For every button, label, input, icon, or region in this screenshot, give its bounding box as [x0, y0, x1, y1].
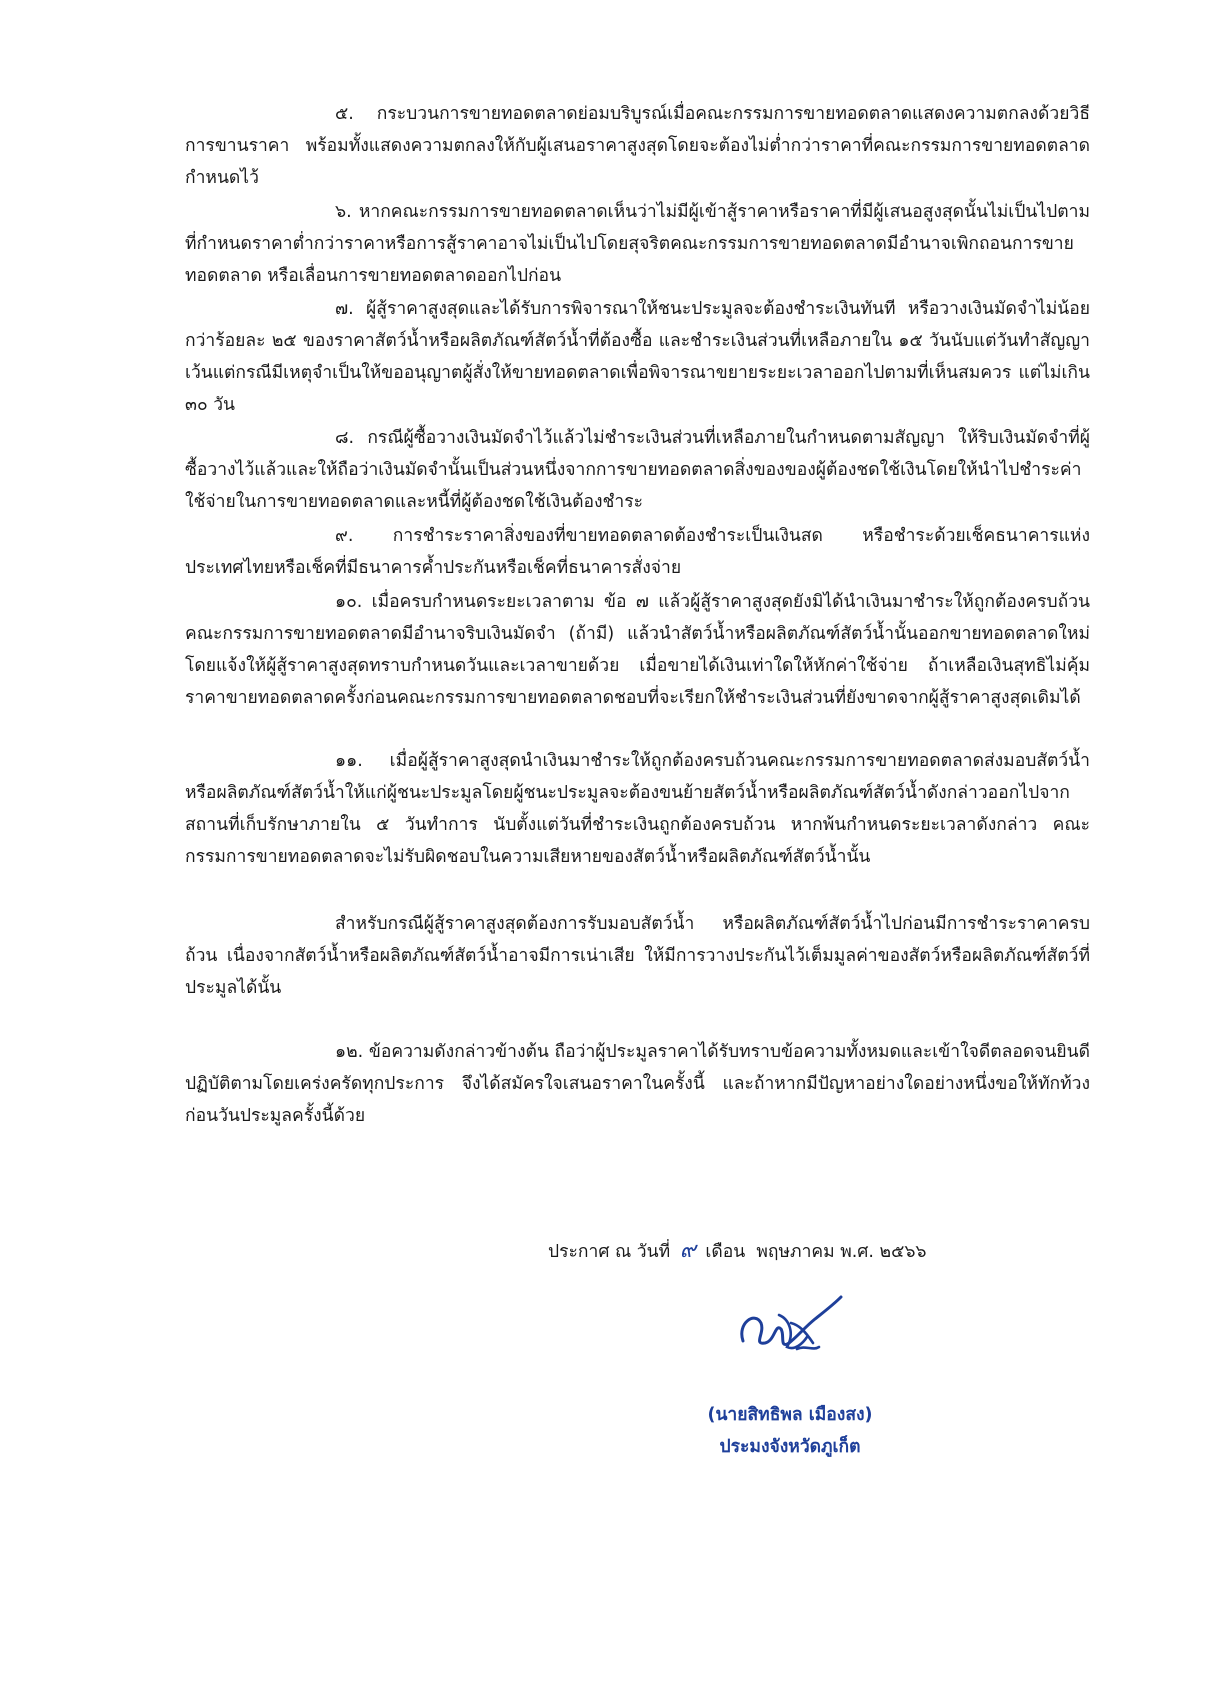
clause-11: ๑๑. เมื่อผู้สู้ราคาสูงสุดนำเงินมาชำระให้ถูกต้องครบถ้วนคณะกรรมการขายทอดตลาดส่งมอบสัตว์น้ำหรือผลิตภัณฑ์สัตว์น้ำให้แก่ผู้ชนะประมูลโดยผู้ชนะประมูลจะต้องขนย้ายสัตว์น้ำหรือผลิตภัณฑ์สัตว์น้ำดังกล่าวออกไปจากสถานที่เก็บรักษาภายใน ๕ วันทำการ นับตั้งแต่วันที่ชำระเงินถูกต้องครบถ้วน หากพ้นกำหนดระยะเวลาดังกล่าว คณะกรรมการขายทอดตลาดจะไม่รับผิดชอบในความเสียหายของสัตว์น้ำหรือผลิตภัณฑ์สัตว์น้ำนั้น	[185, 751, 1090, 867]
announcement-month-label: เดือน	[705, 1242, 746, 1262]
announcement-month-year: พฤษภาคม พ.ศ. ๒๕๖๖	[756, 1242, 927, 1262]
clause-11-supplement: สำหรับกรณีผู้สู้ราคาสูงสุดต้องการรับมอบสัตว์น้ำ หรือผลิตภัณฑ์สัตว์น้ำไปก่อนมีการชำระราคาครบถ้วน เนื่องจากสัตว์น้ำหรือผลิตภัณฑ์สัตว์น้ำอาจมีการเน่าเสีย ให้มีการวางประกันไว้เต็มมูลค่าของสัตว์หรือผลิตภัณฑ์สัตว์ที่ประมูลได้นั้น	[185, 914, 1090, 998]
signatory-name: (นายสิทธิพล เมืองสง)	[707, 1405, 873, 1425]
clause-7: ๗. ผู้สู้ราคาสูงสุดและได้รับการพิจารณาให้ชนะประมูลจะต้องชำระเงินทันที หรือวางเงินมัดจำไม่น้อยกว่าร้อยละ ๒๕ ของราคาสัตว์น้ำหรือผลิตภัณฑ์สัตว์น้ำที่ต้องซื้อ และชำระเงินส่วนที่เหลือภายใน ๑๕ วันนับแต่วันทำสัญญา เว้นแต่กรณีมีเหตุจำเป็นให้ขออนุญาตผู้สั่งให้ขายทอดตลาดเพื่อพิจารณาขยายระยะเวลาออกไปตามที่เห็นสมควร แต่ไม่เกิน ๓๐ วัน	[185, 299, 1090, 415]
clause-8: ๘. กรณีผู้ซื้อวางเงินมัดจำไว้แล้วไม่ชำระเงินส่วนที่เหลือภายในกำหนดตามสัญญา ให้ริบเงินมัดจำที่ผู้ซื้อวางไว้แล้วและให้ถือว่าเงินมัดจำนั้นเป็นส่วนหนึ่งจากการขายทอดตลาดสิ่งของของผู้ต้องชดใช้เงินโดยให้นำไปชำระค่าใช้จ่ายในการขายทอดตลาดและหนี้ที่ผู้ต้องชดใช้เงินต้องชำระ	[185, 428, 1090, 512]
clause-5: ๕. กระบวนการขายทอดตลาดย่อมบริบูรณ์เมื่อคณะกรรมการขายทอดตลาดแสดงความตกลงด้วยวิธีการขานราคา พร้อมทั้งแสดงความตกลงให้กับผู้เสนอราคาสูงสุดโดยจะต้องไม่ต่ำกว่าราคาที่คณะกรรมการขายทอดตลาดกำหนดไว้	[185, 104, 1090, 188]
clause-12: ๑๒. ข้อความดังกล่าวข้างต้น ถือว่าผู้ประมูลราคาได้รับทราบข้อความทั้งหมดและเข้าใจดีตลอดจนยินดีปฏิบัติตามโดยเคร่งครัดทุกประการ จึงได้สมัครใจเสนอราคาในครั้งนี้ และถ้าหากมีปัญหาอย่างใดอย่างหนึ่งขอให้ทักท้วงก่อนวันประมูลครั้งนี้ด้วย	[185, 1042, 1090, 1126]
clause-9: ๙. การชำระราคาสิ่งของที่ขายทอดตลาดต้องชำระเป็นเงินสด หรือชำระด้วยเช็คธนาคารแห่งประเทศไทยหรือเช็คที่มีธนาคารค้ำประกันหรือเช็คที่ธนาคารสั่งจ่าย	[185, 526, 1090, 578]
announcement-prefix: ประกาศ ณ วันที่	[548, 1242, 671, 1262]
clause-10: ๑๐. เมื่อครบกำหนดระยะเวลาตาม ข้อ ๗ แล้วผู้สู้ราคาสูงสุดยังมิได้นำเงินมาชำระให้ถูกต้องครบถ้วน คณะกรรมการขายทอดตลาดมีอำนาจริบเงินมัดจำ (ถ้ามี) แล้วนำสัตว์น้ำหรือผลิตภัณฑ์สัตว์น้ำนั้นออกขายทอดตลาดใหม่โดยแจ้งให้ผู้สู้ราคาสูงสุดทราบกำหนดวันและเวลาขายด้วย เมื่อขายได้เงินเท่าใดให้หักค่าใช้จ่าย ถ้าเหลือเงินสุทธิไม่คุ้มราคาขายทอดตลาดครั้งก่อนคณะกรรมการขายทอดตลาดชอบที่จะเรียกให้ชำระเงินส่วนที่ยังขาดจากผู้สู้ราคาสูงสุดเดิมได้	[185, 592, 1090, 708]
signatory-title: ประมงจังหวัดภูเก็ต	[719, 1437, 861, 1457]
clause-6: ๖. หากคณะกรรมการขายทอดตลาดเห็นว่าไม่มีผู้เข้าสู้ราคาหรือราคาที่มีผู้เสนอสูงสุดนั้นไม่เป็นไปตามที่กำหนดราคาต่ำกว่าราคาหรือการสู้ราคาอาจไม่เป็นไปโดยสุจริตคณะกรรมการขายทอดตลาดมีอำนาจเพิกถอนการขายทอดตลาด หรือเลื่อนการขายทอดตลาดออกไปก่อน	[185, 202, 1090, 286]
announcement-day: ๙	[679, 1238, 696, 1263]
handwritten-signature	[735, 1293, 845, 1363]
announcement-date	[548, 1236, 927, 1267]
